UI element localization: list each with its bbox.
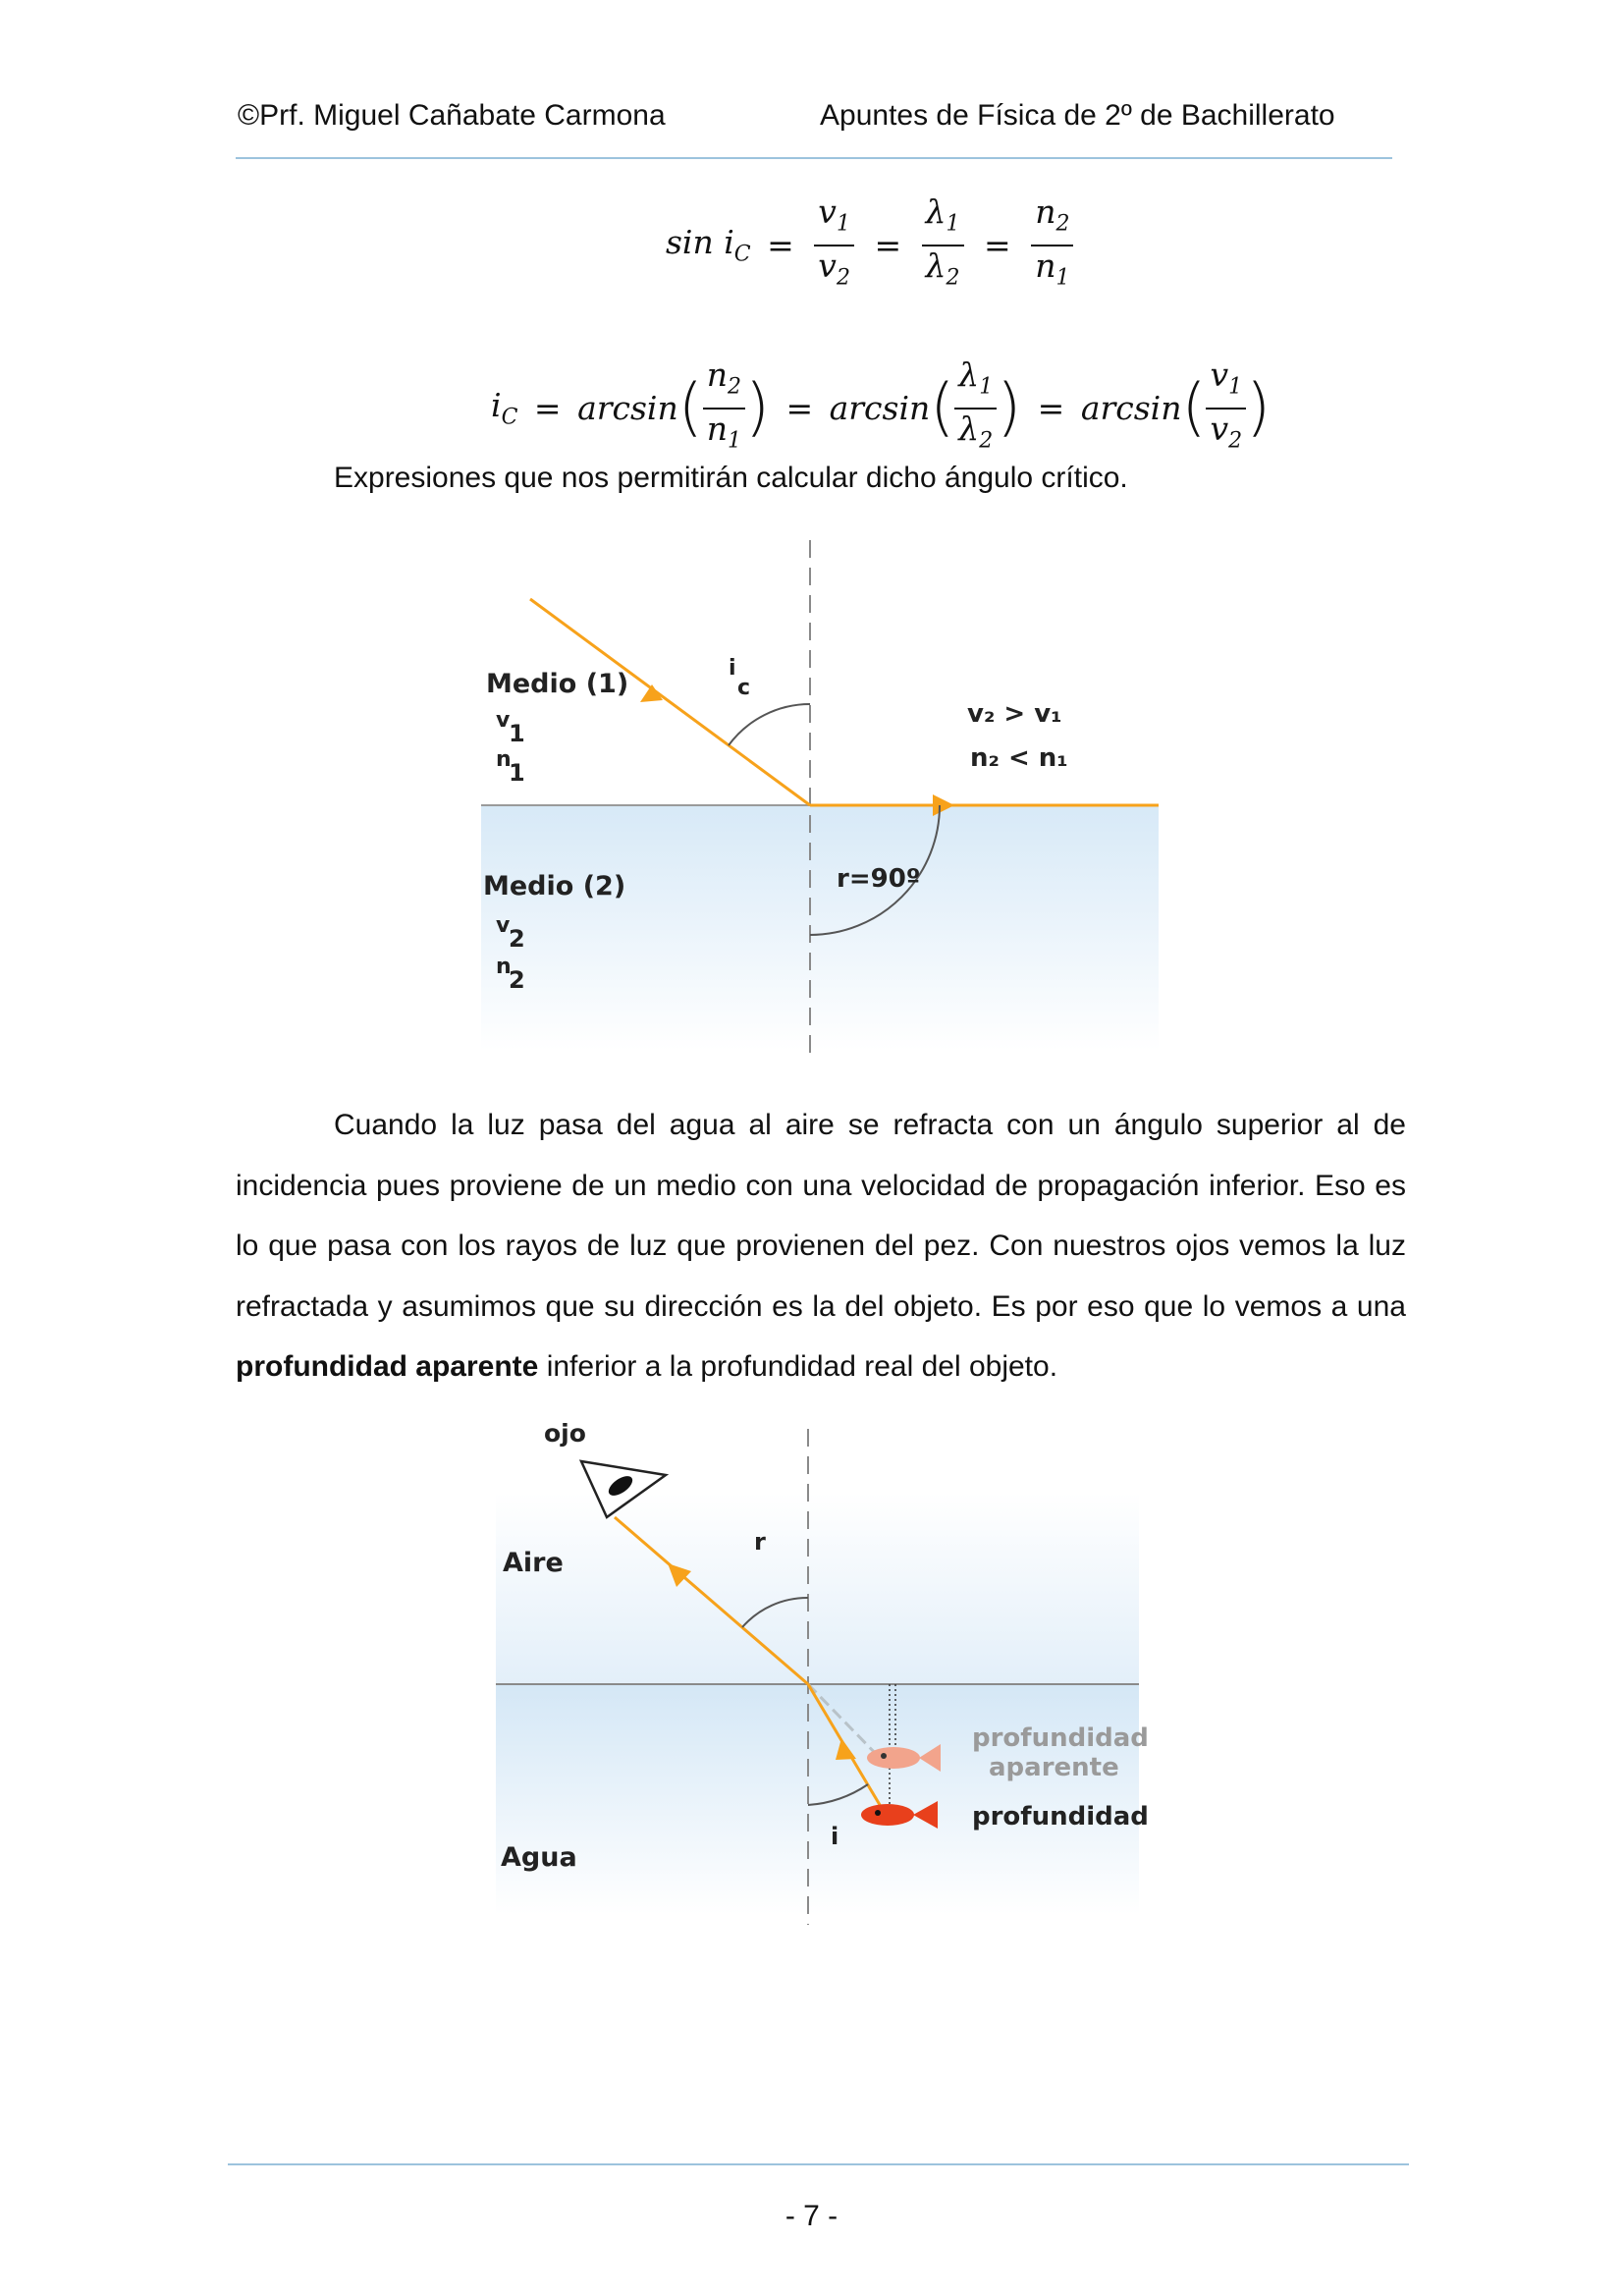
header-author: ©Prf. Miguel Cañabate Carmona bbox=[238, 99, 666, 132]
body-paragraph bbox=[236, 1095, 1406, 1397]
equation-arcsin: $i_C = \arcsin$( $\frac{n_2}{n_1}$ ) = arcsin( $\frac{\lambda_1}{\lambda_2}$ ) = arcsin( $\frac{v_1}{v_2}$ ) bbox=[491, 355, 1271, 454]
header-title: Apuntes de Física de 2º de Bachillerato bbox=[820, 99, 1335, 132]
medium1-label: Medio (1) bbox=[486, 669, 629, 699]
medium1-n-sub: 1 bbox=[509, 759, 525, 787]
water-label: Agua bbox=[501, 1842, 577, 1873]
paragraph-line-1: Cuando la luz pasa del agua al aire se refracta con un ángulo superior al de bbox=[334, 1109, 1406, 1141]
header-rule bbox=[236, 157, 1392, 159]
incident-ray bbox=[530, 599, 810, 805]
angle-ic-sub: c bbox=[737, 676, 751, 700]
paragraph-line-4: refractada y asumimos que su dirección es la del objeto. Es por eso que lo vemos a una bbox=[236, 1289, 1406, 1323]
equation-critical-angle: $\sin i_C$ = $\frac{v_1}{v_2}$ = $\frac{\lambda_1}{\lambda_2}$ = $\frac{n_2}{n_1}$ bbox=[666, 192, 1077, 298]
page-number: - 7 - bbox=[784, 2200, 839, 2232]
paragraph-line-3: lo que pasa con los rayos de luz que provienen del pez. Con nuestros ojos vemos la luz bbox=[236, 1230, 1406, 1262]
air-label: Aire bbox=[503, 1548, 564, 1578]
angle-r-label: r bbox=[754, 1528, 766, 1556]
paragraph-line-5-text: inferior a la profundidad real del objeto. bbox=[538, 1350, 1058, 1383]
condition-index: n₂ < n₁ bbox=[970, 743, 1068, 773]
condition-velocity: v₂ > v₁ bbox=[967, 699, 1062, 729]
water-region bbox=[496, 1684, 1139, 1915]
medium2-label: Medio (2) bbox=[483, 871, 626, 902]
equation-caption: Expresiones que nos permitirán calcular dicho ángulo crítico. bbox=[334, 462, 1128, 494]
angle-r-label: r=90º bbox=[837, 864, 921, 894]
paragraph-line-2: incidencia pues proviene de un medio con una velocidad de propagación inferior. Eso es bbox=[236, 1169, 1406, 1202]
medium1-n: n bbox=[496, 747, 512, 772]
angle-ic-arc bbox=[729, 704, 810, 745]
eq1-fraction-index: $\frac{n_2}{n_1}$ bbox=[1031, 192, 1073, 298]
angle-i-label: i bbox=[831, 1823, 839, 1850]
medium1-v: v bbox=[496, 708, 511, 733]
medium2-v-sub: 2 bbox=[509, 925, 525, 953]
eq2-fn-1: arcsin bbox=[577, 389, 678, 428]
footer-rule bbox=[228, 2163, 1409, 2165]
medium2-n: n bbox=[496, 955, 512, 979]
paragraph-line-5 bbox=[236, 1337, 1406, 1397]
medium1-v-sub: 1 bbox=[509, 720, 525, 747]
apparent-depth-label-2: aparente bbox=[989, 1753, 1119, 1782]
eq1-fraction-wavelength: $\frac{\lambda_1}{\lambda_2}$ bbox=[922, 192, 964, 298]
eq1-lhs: sin i bbox=[666, 223, 734, 262]
eq1-lhs-sub: C bbox=[733, 242, 751, 267]
eye-label: ojo bbox=[544, 1419, 586, 1448]
real-depth-label: profundidad bbox=[972, 1802, 1149, 1831]
apparent-depth-figure bbox=[481, 1419, 1159, 1930]
eq2-fn-3: arcsin bbox=[1080, 389, 1182, 428]
air-region bbox=[496, 1493, 1139, 1684]
eq1-fraction-velocity: $\frac{v_1}{v_2}$ bbox=[814, 192, 854, 298]
eq2-fn-2: arcsin bbox=[829, 389, 931, 428]
medium2-v: v bbox=[496, 913, 511, 938]
medium2-n-sub: 2 bbox=[509, 966, 525, 994]
critical-angle-figure bbox=[471, 535, 1178, 1066]
apparent-depth-label-1: profundidad bbox=[972, 1723, 1149, 1753]
medium2-region bbox=[481, 805, 1159, 1051]
term-apparent-depth: profundidad aparente bbox=[236, 1350, 539, 1383]
angle-ic-label: i bbox=[729, 656, 736, 681]
